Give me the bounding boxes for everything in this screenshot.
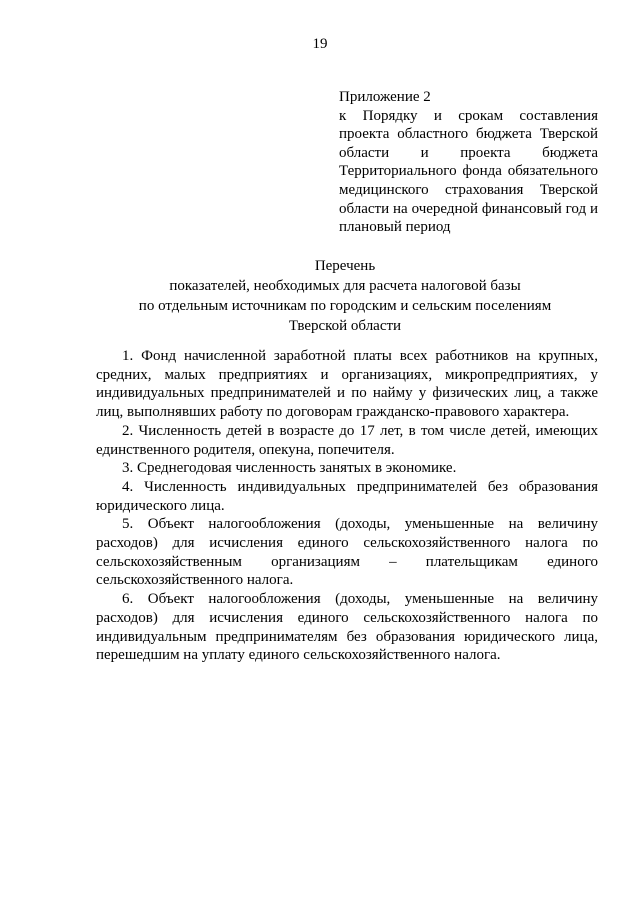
list-item: 2. Численность детей в возрасте до 17 лет, в том числе детей, имеющих единственного родителя, опекуна, попечителя. <box>96 422 598 458</box>
page-number: 19 <box>312 36 328 52</box>
document-title-line-1: Перечень <box>314 258 376 274</box>
document-title <box>90 256 600 336</box>
list-item: 1. Фонд начисленной заработной платы всех работников на крупных, средних, малых предприятиях и организациях, микропредприятиях, у индивидуальных предпринимателей и по найму у физических лиц, а также лиц, выполнявших работу по договорам гражданско-правового характера. <box>96 348 598 421</box>
list-item: 5. Объект налогообложения (доходы, уменьшенные на величину расходов) для исчисления единого сельскохозяйственного налога по сельскохозяйственным организациям – плательщикам единого сельскохозяйственного налога. <box>96 516 598 589</box>
document-title-line-2: показателей, необходимых для расчета налоговой базы <box>169 278 521 294</box>
appendix-title: Приложение 2 <box>339 89 431 105</box>
indicator-list <box>96 347 598 665</box>
list-item: 6. Объект налогообложения (доходы, уменьшенные на величину расходов) для исчисления единого сельскохозяйственного налога по индивидуальным предпринимателям без образования юридического лица, перешедшим на уплату единого сельскохозяйственного налога. <box>96 591 598 664</box>
appendix-body: к Порядку и срокам составления проекта областного бюджета Тверской области и проекта бюджета Территориального фонда обязательного медицинского страхования Тверской области на очередной финансовый год и плановый период <box>339 107 598 236</box>
document-title-line-4: Тверской области <box>288 318 402 334</box>
document-title-line-3: по отдельным источникам по городским и сельским поселениям <box>138 298 552 314</box>
appendix-block <box>339 88 598 237</box>
list-item: 3. Среднегодовая численность занятых в экономике. <box>122 460 457 477</box>
list-item: 4. Численность индивидуальных предпринимателей без образования юридического лица. <box>96 478 598 514</box>
